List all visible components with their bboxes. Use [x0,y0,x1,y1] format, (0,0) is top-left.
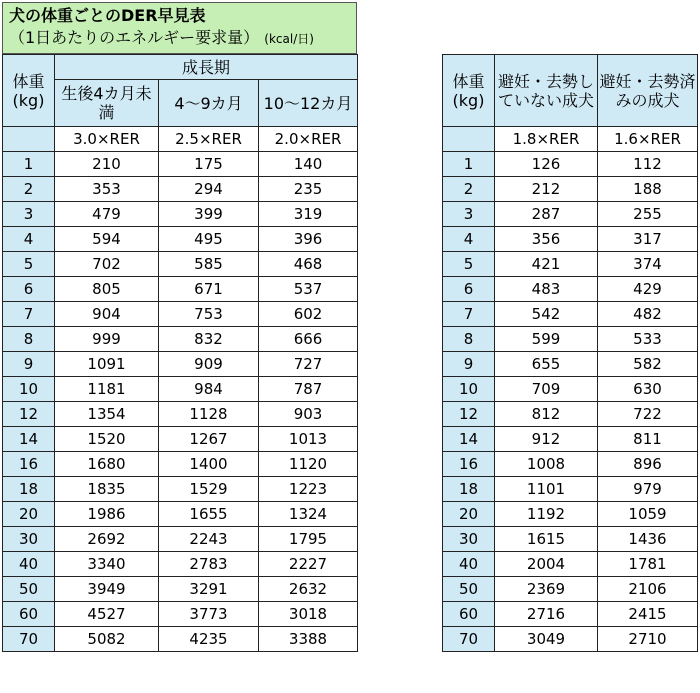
value-cell: 702 [55,252,159,277]
table-row [443,177,698,202]
weight-cell: 8 [3,327,55,352]
value-cell: 319 [259,202,358,227]
weight-cell: 2 [3,177,55,202]
value-cell: 655 [495,352,598,377]
value-cell: 210 [55,152,159,177]
weight-header [3,55,55,127]
weight-cell: 70 [3,627,55,652]
value-cell: 979 [598,477,698,502]
value-cell: 630 [598,377,698,402]
table-row [3,202,358,227]
value-cell: 353 [55,177,159,202]
table-row [443,552,698,577]
weight-cell: 6 [443,277,495,302]
table-row [443,627,698,652]
table-row [3,627,358,652]
table-row [443,352,698,377]
table-row [443,452,698,477]
factor-cell: 2.0×RER [259,127,358,152]
value-cell: 912 [495,427,598,452]
value-cell: 602 [259,302,358,327]
value-cell: 495 [159,227,259,252]
weight-cell: 50 [3,577,55,602]
value-cell: 533 [598,327,698,352]
value-cell: 1091 [55,352,159,377]
value-cell: 188 [598,177,698,202]
value-cell: 212 [495,177,598,202]
table-row [443,527,698,552]
table-row [3,277,358,302]
value-cell: 479 [55,202,159,227]
value-cell: 1354 [55,402,159,427]
value-cell: 1436 [598,527,698,552]
weight-cell: 1 [3,152,55,177]
weight-cell: 3 [3,202,55,227]
table-row [443,377,698,402]
weight-cell: 10 [3,377,55,402]
adult-der-table [442,54,698,652]
weight-cell: 7 [443,302,495,327]
value-cell: 126 [495,152,598,177]
weight-cell: 20 [443,502,495,527]
value-cell: 2369 [495,577,598,602]
value-cell: 537 [259,277,358,302]
weight-header-unit: (kg) [12,90,45,110]
value-cell: 671 [159,277,259,302]
value-cell: 1013 [259,427,358,452]
value-cell: 175 [159,152,259,177]
value-cell: 3949 [55,577,159,602]
value-cell: 1120 [259,452,358,477]
table-row [443,327,698,352]
weight-cell: 18 [443,477,495,502]
weight-cell: 7 [3,302,55,327]
value-cell: 753 [159,302,259,327]
value-cell: 722 [598,402,698,427]
weight-cell: 2 [443,177,495,202]
value-cell: 112 [598,152,698,177]
value-cell: 909 [159,352,259,377]
weight-cell: 9 [3,352,55,377]
weight-cell: 14 [3,427,55,452]
col-under-4-months: 生後4カ月未満 [55,80,159,127]
value-cell: 984 [159,377,259,402]
title-unit: (kcal/日) [264,32,314,46]
table-row [3,602,358,627]
title-sub [9,27,350,50]
value-cell: 2692 [55,527,159,552]
weight-cell: 16 [443,452,495,477]
weight-cell: 16 [3,452,55,477]
value-cell: 1267 [159,427,259,452]
table-row [443,152,698,177]
value-cell: 4235 [159,627,259,652]
value-cell: 483 [495,277,598,302]
table-title [2,2,357,54]
value-cell: 1181 [55,377,159,402]
value-cell: 235 [259,177,358,202]
factor-cell: 2.5×RER [159,127,259,152]
value-cell: 599 [495,327,598,352]
table-row [3,502,358,527]
value-cell: 356 [495,227,598,252]
value-cell: 1520 [55,427,159,452]
weight-cell: 4 [443,227,495,252]
value-cell: 666 [259,327,358,352]
weight-cell: 6 [3,277,55,302]
value-cell: 2004 [495,552,598,577]
value-cell: 999 [55,327,159,352]
value-cell: 832 [159,327,259,352]
value-cell: 429 [598,277,698,302]
table-row [3,427,358,452]
table-row [443,502,698,527]
value-cell: 585 [159,252,259,277]
value-cell: 396 [259,227,358,252]
weight-cell: 60 [443,602,495,627]
value-cell: 3291 [159,577,259,602]
growth-der-table [2,54,358,652]
factor-cell: 3.0×RER [55,127,159,152]
weight-header-label: 体重 [452,71,485,91]
table-row [3,302,358,327]
title-main: 犬の体重ごとのDER早見表 [9,6,206,25]
value-cell: 2415 [598,602,698,627]
value-cell: 140 [259,152,358,177]
value-cell: 805 [55,277,159,302]
value-cell: 1835 [55,477,159,502]
col-neutered-adult: 避妊・去勢済みの成犬 [598,55,698,127]
value-cell: 1986 [55,502,159,527]
value-cell: 1223 [259,477,358,502]
table-row [443,227,698,252]
weight-cell: 4 [3,227,55,252]
value-cell: 904 [55,302,159,327]
weight-cell: 5 [443,252,495,277]
value-cell: 1400 [159,452,259,477]
table-row [443,427,698,452]
table-row [3,352,358,377]
value-cell: 2716 [495,602,598,627]
table-row [443,202,698,227]
value-cell: 1795 [259,527,358,552]
table-row [3,327,358,352]
weight-cell: 5 [3,252,55,277]
table-row [3,252,358,277]
table-row [3,377,358,402]
value-cell: 787 [259,377,358,402]
value-cell: 1101 [495,477,598,502]
table-row [443,252,698,277]
value-cell: 1529 [159,477,259,502]
value-cell: 811 [598,427,698,452]
weight-cell: 9 [443,352,495,377]
value-cell: 896 [598,452,698,477]
value-cell: 1324 [259,502,358,527]
table-row [443,302,698,327]
value-cell: 1008 [495,452,598,477]
table-row [3,152,358,177]
value-cell: 5082 [55,627,159,652]
weight-header-unit: (kg) [452,90,485,110]
value-cell: 468 [259,252,358,277]
value-cell: 2710 [598,627,698,652]
value-cell: 812 [495,402,598,427]
value-cell: 3018 [259,602,358,627]
value-cell: 3773 [159,602,259,627]
weight-cell: 40 [3,552,55,577]
title-subtitle: （1日あたりのエネルギー要求量） [9,28,260,47]
weight-cell: 3 [443,202,495,227]
table-row [3,227,358,252]
value-cell: 2783 [159,552,259,577]
value-cell: 903 [259,402,358,427]
value-cell: 2632 [259,577,358,602]
value-cell: 374 [598,252,698,277]
value-cell: 1680 [55,452,159,477]
weight-cell: 30 [3,527,55,552]
value-cell: 1655 [159,502,259,527]
factor-blank [443,127,495,152]
value-cell: 1615 [495,527,598,552]
weight-cell: 8 [443,327,495,352]
value-cell: 3388 [259,627,358,652]
weight-header-label: 体重 [12,71,45,91]
weight-cell: 10 [443,377,495,402]
value-cell: 2227 [259,552,358,577]
table-row [3,477,358,502]
weight-cell: 30 [443,527,495,552]
table-row [443,277,698,302]
value-cell: 287 [495,202,598,227]
value-cell: 1059 [598,502,698,527]
table-row [443,477,698,502]
table-row [3,552,358,577]
weight-cell: 50 [443,577,495,602]
value-cell: 255 [598,202,698,227]
value-cell: 594 [55,227,159,252]
table-row [3,452,358,477]
value-cell: 1128 [159,402,259,427]
value-cell: 3340 [55,552,159,577]
table-row [443,402,698,427]
value-cell: 3049 [495,627,598,652]
factor-blank [3,127,55,152]
value-cell: 1192 [495,502,598,527]
value-cell: 2106 [598,577,698,602]
growth-group-header: 成長期 [55,55,358,80]
value-cell: 727 [259,352,358,377]
weight-cell: 12 [443,402,495,427]
value-cell: 709 [495,377,598,402]
col-10-12-months: 10〜12カ月 [259,80,358,127]
table-row [443,602,698,627]
value-cell: 317 [598,227,698,252]
table-row [3,527,358,552]
factor-cell: 1.6×RER [598,127,698,152]
factor-cell: 1.8×RER [495,127,598,152]
table-row [3,577,358,602]
col-4-9-months: 4〜9カ月 [159,80,259,127]
value-cell: 482 [598,302,698,327]
weight-cell: 14 [443,427,495,452]
col-intact-adult: 避妊・去勢していない成犬 [495,55,598,127]
weight-cell: 12 [3,402,55,427]
weight-cell: 18 [3,477,55,502]
weight-cell: 60 [3,602,55,627]
weight-header [443,55,495,127]
value-cell: 421 [495,252,598,277]
value-cell: 582 [598,352,698,377]
weight-cell: 1 [443,152,495,177]
value-cell: 542 [495,302,598,327]
value-cell: 2243 [159,527,259,552]
value-cell: 4527 [55,602,159,627]
weight-cell: 70 [443,627,495,652]
value-cell: 294 [159,177,259,202]
weight-cell: 40 [443,552,495,577]
table-row [3,402,358,427]
table-row [443,577,698,602]
value-cell: 1781 [598,552,698,577]
weight-cell: 20 [3,502,55,527]
value-cell: 399 [159,202,259,227]
table-row [3,177,358,202]
